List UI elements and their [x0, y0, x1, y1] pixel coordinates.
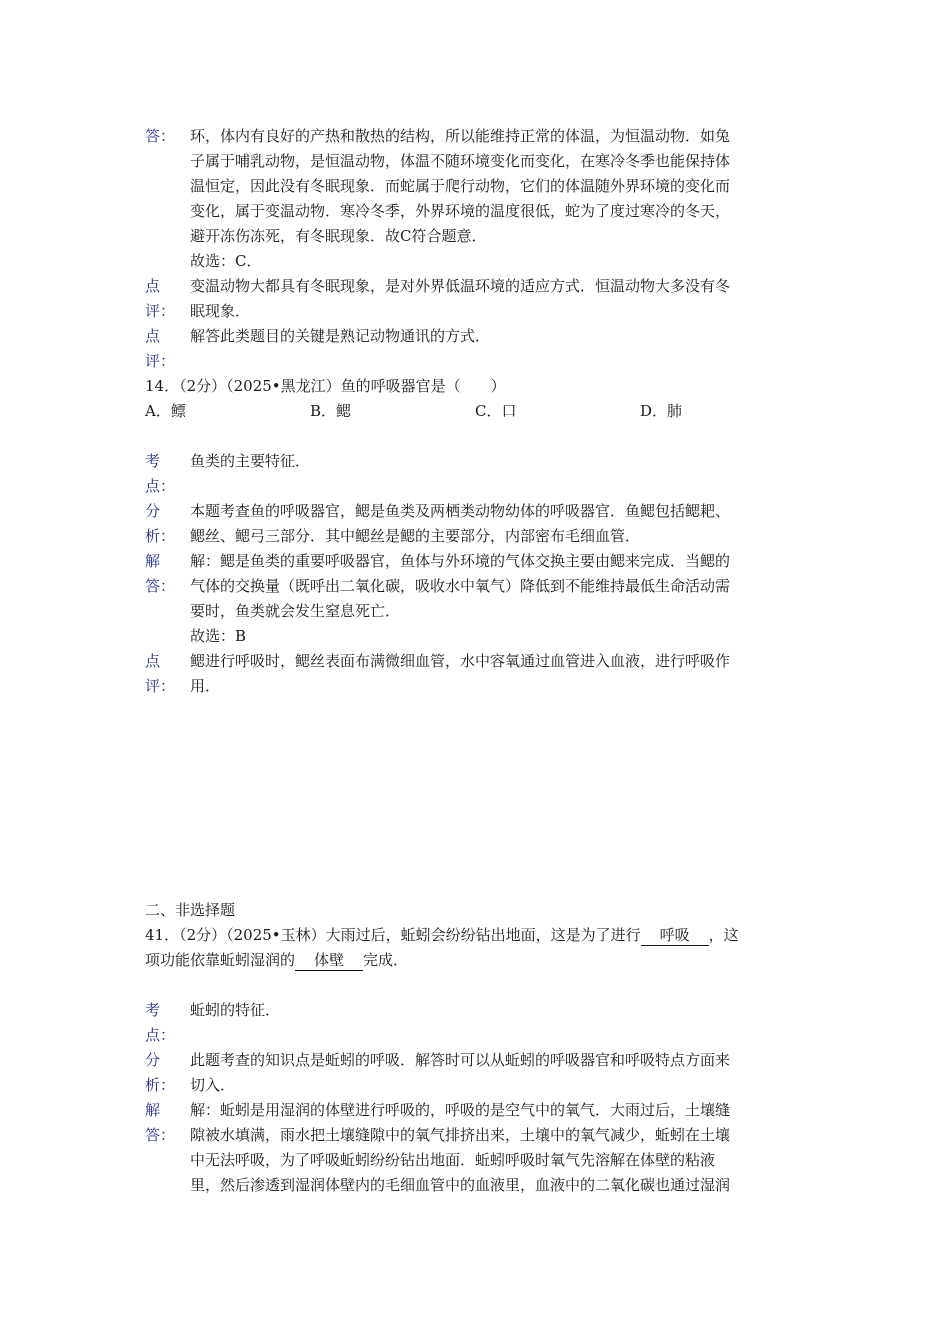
comment-text	[190, 274, 810, 324]
fenxi-line: 此题考查的知识点是蚯蚓的呼吸．解答时可以从蚯蚓的呼吸器官和呼吸特点方面来	[190, 1051, 731, 1069]
answer-line: 环，体内有良好的产热和散热的结构，所以能维持正常的体温，为恒温动物．如兔	[190, 127, 731, 145]
comment-text	[190, 324, 810, 349]
answer-line: 变化，属于变温动物．寒冷冬季，外界环境的温度很低，蛇为了度过寒冷的冬天，	[190, 202, 731, 220]
jieda-line: 要时，鱼类就会发生窒息死亡．	[190, 602, 401, 620]
question-41-stem-line1	[145, 923, 739, 948]
jieda-line: 解：鳃是鱼类的重要呼吸器官，鱼体与外环境的气体交换主要由鳃来完成．当鳃的	[190, 552, 731, 570]
option-c: C．口	[475, 402, 517, 420]
jieda-line: 里，然后渗透到湿润体壁内的毛细血管中的血液里，血液中的二氧化碳也通过湿润	[190, 1176, 731, 1194]
answer-text	[190, 124, 810, 274]
jieda-line: 解：蚯蚓是用湿润的体壁进行呼吸的，呼吸的是空气中的氧气．大雨过后，土壤缝	[190, 1101, 731, 1119]
answer-label: 答：	[145, 127, 176, 145]
jieda-label: 解 答：	[145, 1101, 176, 1144]
comment-line: 眠现象．	[190, 302, 251, 320]
fenxi-label: 分 析：	[145, 1051, 176, 1094]
jieda-label: 解 答：	[145, 552, 176, 595]
option-a: A．鳔	[145, 402, 186, 420]
dianping-label: 点 评：	[145, 652, 176, 695]
answer-line: 温恒定，因此没有冬眠现象．而蛇属于爬行动物，它们的体温随外界环境的变化而	[190, 177, 731, 195]
fenxi-line: 切入．	[190, 1076, 236, 1094]
question-41-stem-line2	[145, 948, 408, 973]
comment-line: 解答此类题目的关键是熟记动物通讯的方式．	[190, 327, 491, 345]
kaodian-line: 蚯蚓的特征．	[190, 1001, 281, 1019]
section-heading: 二、非选择题	[145, 901, 236, 919]
answer-blank-2: 体壁	[295, 950, 363, 971]
jieda-line: 隙被水填满，雨水把土壤缝隙中的氧气排挤出来，土壤中的氧气减少，蚯蚓在土壤	[190, 1126, 731, 1144]
dianping-line: 用．	[190, 677, 221, 695]
kaodian-label: 考 点：	[145, 1001, 176, 1044]
option-b: B．鳃	[310, 402, 352, 420]
dianping-text	[190, 649, 810, 699]
stem-text: 41．（2分）（2025•玉林）大雨过后，蚯蚓会纷纷钻出地面，这是为了进行	[145, 926, 641, 944]
kaodian-label: 考 点：	[145, 452, 176, 495]
fenxi-text	[190, 499, 810, 549]
fenxi-label: 分 析：	[145, 502, 176, 545]
fenxi-text	[190, 1048, 810, 1098]
stem-text: 完成．	[363, 951, 409, 969]
kaodian-text	[190, 449, 810, 474]
answer-line: 子属于哺乳动物，是恒温动物，体温不随环境变化而变化，在寒冷冬季也能保持体	[190, 152, 731, 170]
jieda-line: 故选：B	[190, 627, 247, 645]
option-d: D．肺	[640, 402, 683, 420]
fenxi-line: 鳃丝、鳃弓三部分．其中鳃丝是鳃的主要部分，内部密布毛细血管．	[190, 527, 641, 545]
kaodian-line: 鱼类的主要特征．	[190, 452, 311, 470]
answer-line: 避开冻伤冻死，有冬眠现象．故C符合题意．	[190, 227, 487, 245]
jieda-text	[190, 549, 810, 649]
answer-blank-1: 呼吸	[641, 925, 709, 946]
fenxi-line: 本题考查鱼的呼吸器官，鳃是鱼类及两栖类动物幼体的呼吸器官．鱼鳃包括鳃耙、	[190, 502, 731, 520]
answer-line: 故选：C．	[190, 252, 262, 270]
jieda-text	[190, 1098, 810, 1198]
comment-label: 点 评：	[145, 327, 176, 370]
comment-line: 变温动物大都具有冬眠现象，是对外界低温环境的适应方式．恒温动物大多没有冬	[190, 277, 731, 295]
comment-label: 点 评：	[145, 277, 176, 320]
jieda-line: 气体的交换量（既呼出二氧化碳，吸收水中氧气）降低到不能维持最低生命活动需	[190, 577, 731, 595]
kaodian-text	[190, 998, 810, 1023]
dianping-line: 鳃进行呼吸时，鳃丝表面布满微细血管，水中容氧通过血管进入血液，进行呼吸作	[190, 652, 731, 670]
stem-text: 项功能依靠蚯蚓湿润的	[145, 951, 296, 969]
jieda-line: 中无法呼吸，为了呼吸蚯蚓纷纷钻出地面．蚯蚓呼吸时氧气先溶解在体壁的粘液	[190, 1151, 716, 1169]
question-14-stem: 14．（2分）（2025•黑龙江）鱼的呼吸器官是（ ）	[145, 377, 506, 395]
stem-text: ，这	[708, 926, 739, 944]
